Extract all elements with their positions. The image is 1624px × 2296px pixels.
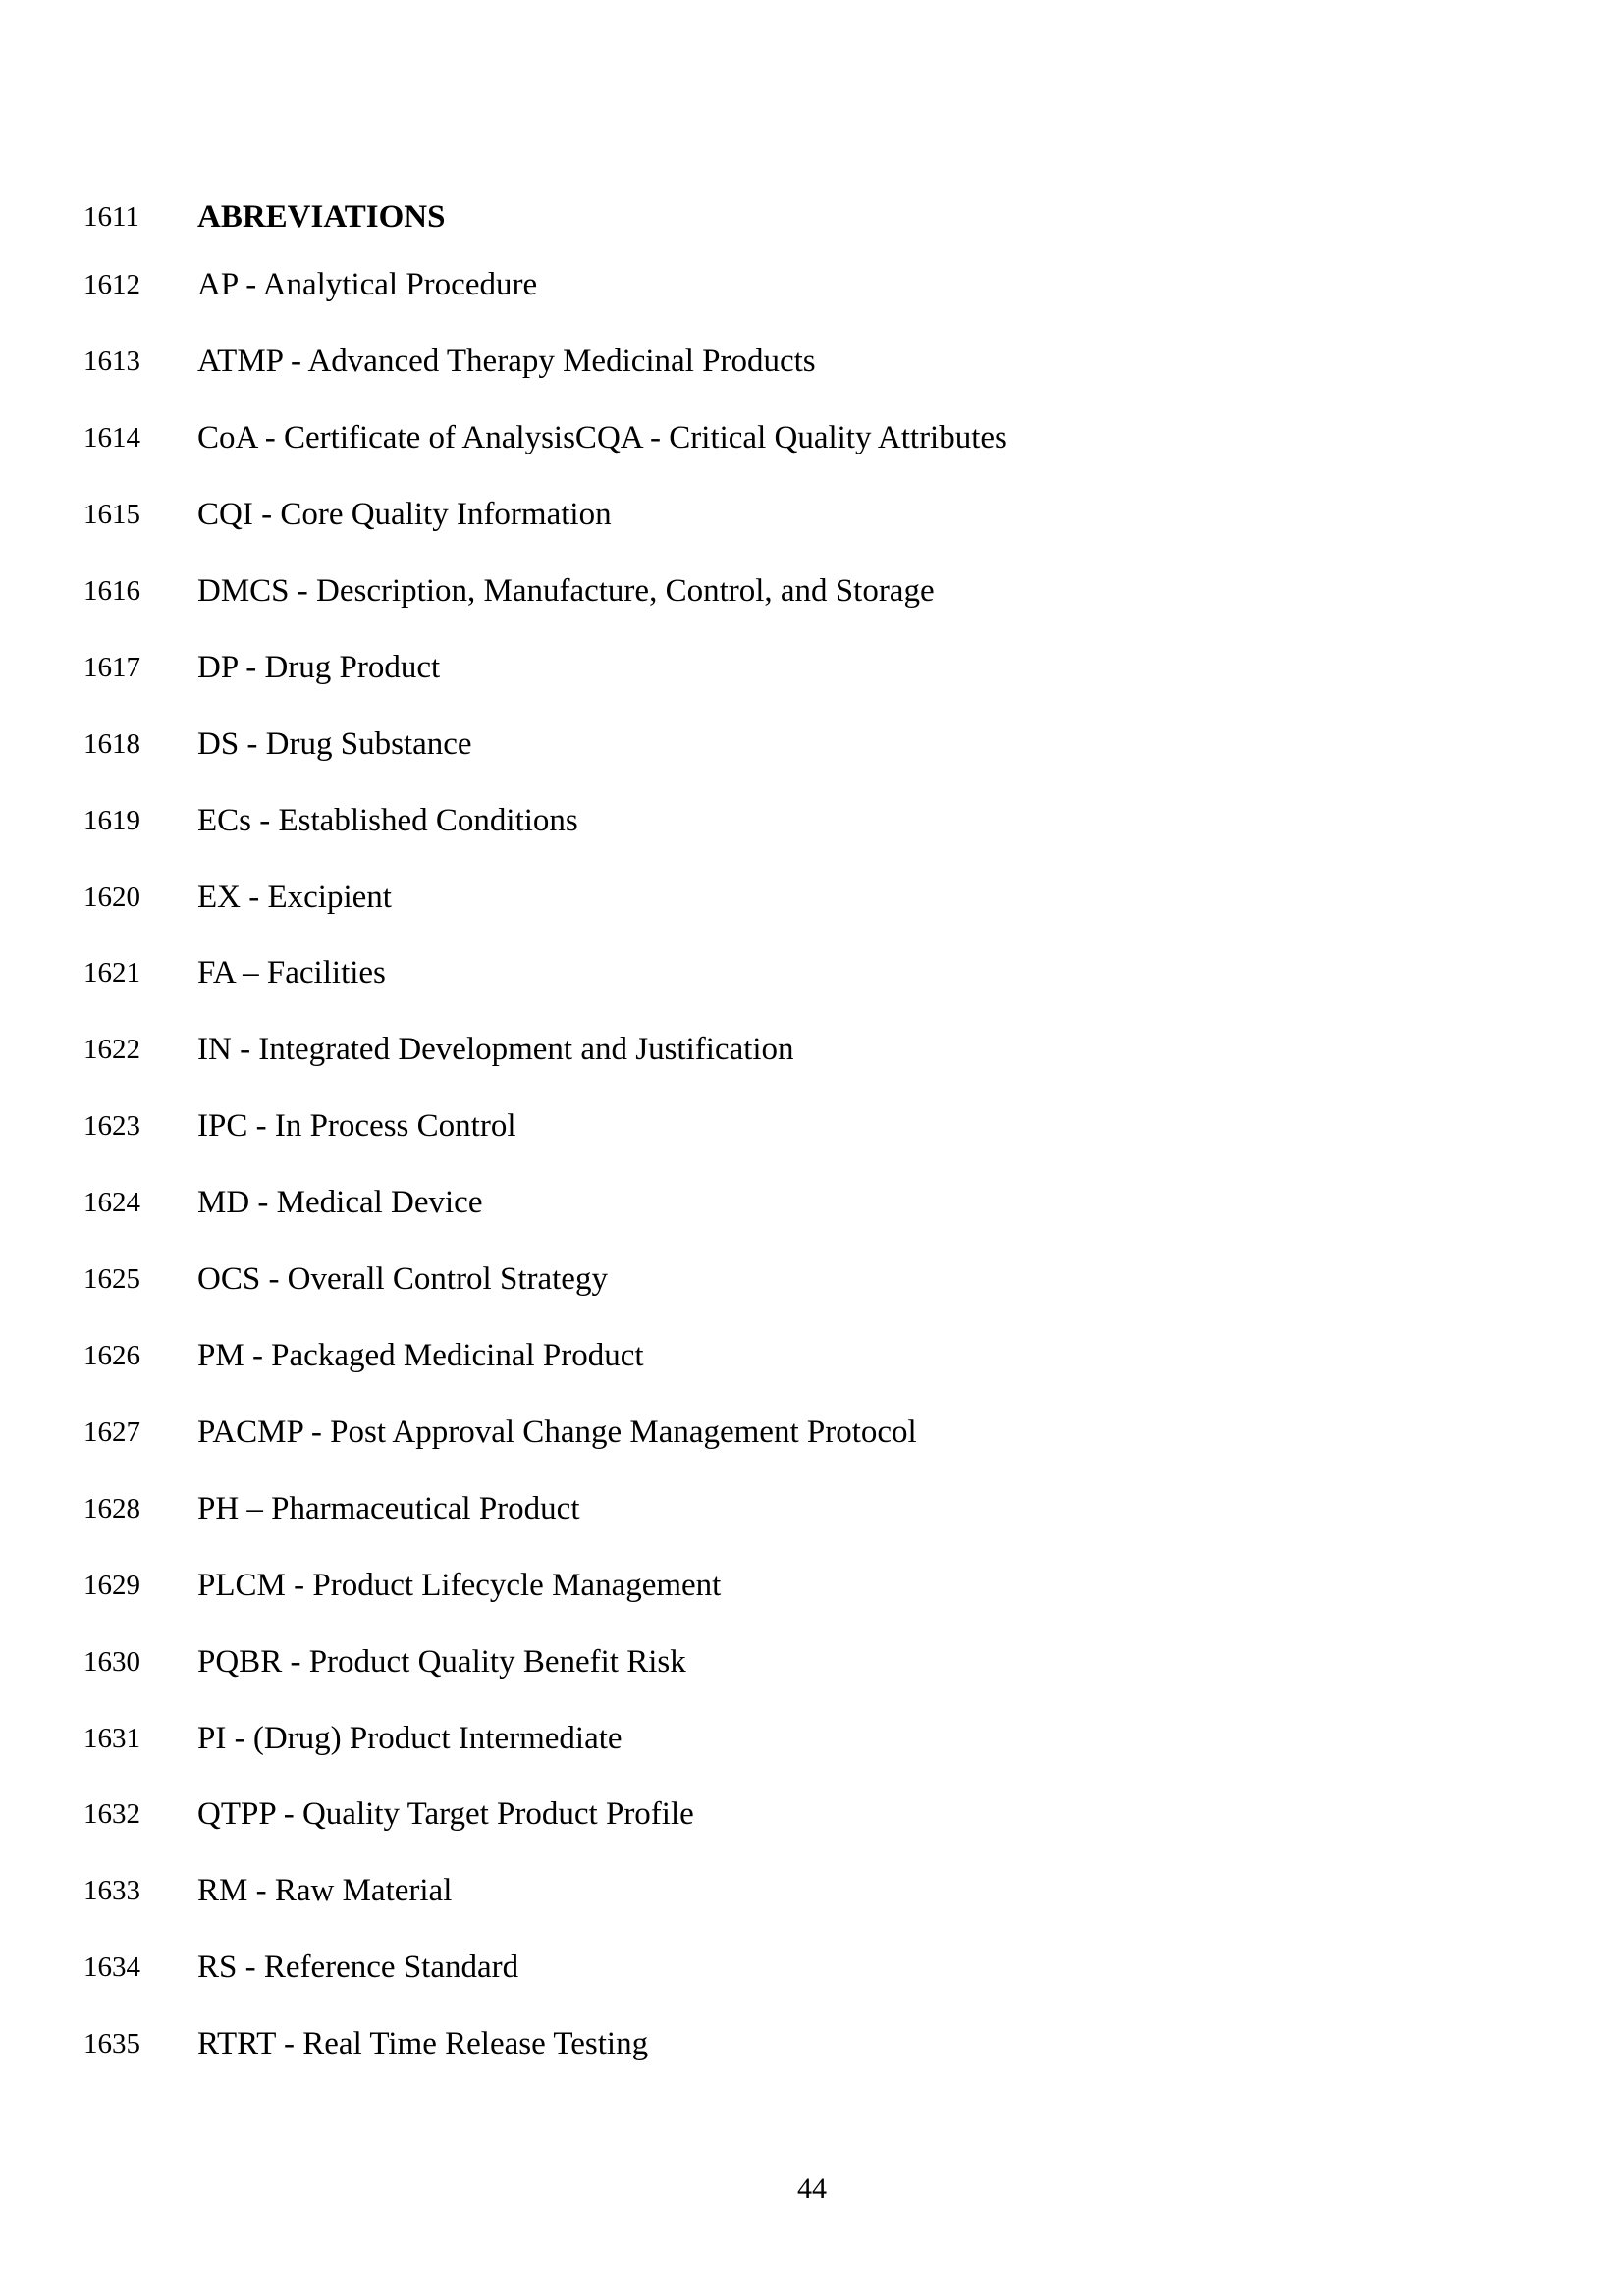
line-number: 1625 [83,1263,140,1295]
abbreviation-entry: IN - Integrated Development and Justification [197,1032,794,1067]
line-number: 1634 [83,1951,140,1983]
line-number: 1613 [83,346,140,377]
line-number: 1631 [83,1723,140,1754]
abbreviation-line [0,791,1624,850]
page-number: 44 [797,2172,827,2205]
abbreviation-line [0,2014,1624,2073]
line-number: 1635 [83,2028,140,2059]
abbreviation-entry: DS - Drug Substance [197,726,472,762]
abbreviation-entry: IPC - In Process Control [197,1108,516,1144]
abbreviation-line [0,715,1624,774]
abbreviation-line [0,1479,1624,1538]
abbreviation-line [0,1938,1624,1997]
abbreviation-line [0,1861,1624,1920]
abbreviation-line [0,1173,1624,1232]
line-number: 1617 [83,652,140,683]
abbreviation-entry: PACMP - Post Approval Change Management Protocol [197,1415,917,1450]
line-number: 1620 [83,881,140,913]
abbreviation-line [0,561,1624,620]
line-number: 1619 [83,805,140,836]
line-number: 1614 [83,422,140,454]
section-heading: ABREVIATIONS [197,199,446,235]
abbreviation-entry: PM - Packaged Medicinal Product [197,1338,644,1373]
abbreviation-entry: MD - Medical Device [197,1185,483,1220]
line-number: 1611 [83,201,139,233]
abbreviation-line [0,1250,1624,1308]
line-number: 1621 [83,957,140,988]
abbreviation-entry: AP - Analytical Procedure [197,267,538,302]
abbreviation-line [0,1096,1624,1155]
line-number: 1626 [83,1340,140,1371]
abbreviation-entry: RM - Raw Material [197,1873,453,1908]
abbreviation-line [0,1632,1624,1691]
abbreviation-entry: PI - (Drug) Product Intermediate [197,1721,623,1756]
line-number: 1632 [83,1798,140,1830]
abbreviation-entry: DP - Drug Product [197,650,441,685]
abbreviation-entry: RS - Reference Standard [197,1949,519,1985]
abbreviation-line [0,1709,1624,1768]
abbreviation-line [0,868,1624,927]
line-number: 1612 [83,269,140,300]
abbreviation-entry: EX - Excipient [197,880,392,915]
line-number: 1633 [83,1875,140,1906]
abbreviation-entry: FA – Facilities [197,955,386,990]
abbreviation-entry: PLCM - Product Lifecycle Management [197,1568,722,1603]
abbreviation-entry: PH – Pharmaceutical Product [197,1491,580,1526]
abbreviation-line [0,1020,1624,1079]
abbreviation-line [0,485,1624,544]
line-number: 1623 [83,1110,140,1142]
abbreviation-entry: OCS - Overall Control Strategy [197,1261,608,1297]
abbreviation-line [0,638,1624,697]
line-number: 1628 [83,1493,140,1524]
line-number: 1624 [83,1187,140,1218]
heading-line [0,187,1624,246]
abbreviation-entry: RTRT - Real Time Release Testing [197,2026,649,2061]
line-number: 1627 [83,1416,140,1448]
line-number: 1615 [83,499,140,530]
abbreviation-line [0,408,1624,467]
abbreviation-line [0,943,1624,1002]
abbreviation-entry: DMCS - Description, Manufacture, Control, and Storage [197,573,935,609]
abbreviation-line [0,1785,1624,1843]
line-number: 1630 [83,1646,140,1678]
line-number: 1618 [83,728,140,760]
abbreviation-line [0,332,1624,391]
abbreviation-entry: CoA - Certificate of AnalysisCQA - Critical Quality Attributes [197,420,1007,455]
line-number: 1616 [83,575,140,607]
abbreviation-line [0,1403,1624,1462]
abbreviation-line [0,1326,1624,1385]
abbreviation-entry: ATMP - Advanced Therapy Medicinal Products [197,344,816,379]
abbreviation-line [0,255,1624,314]
abbreviation-entry: PQBR - Product Quality Benefit Risk [197,1644,686,1680]
line-number: 1622 [83,1034,140,1065]
line-number: 1629 [83,1570,140,1601]
abbreviation-entry: CQI - Core Quality Information [197,497,612,532]
abbreviation-entry: QTPP - Quality Target Product Profile [197,1796,694,1832]
abbreviation-entry: ECs - Established Conditions [197,803,578,838]
abbreviation-line [0,1556,1624,1615]
